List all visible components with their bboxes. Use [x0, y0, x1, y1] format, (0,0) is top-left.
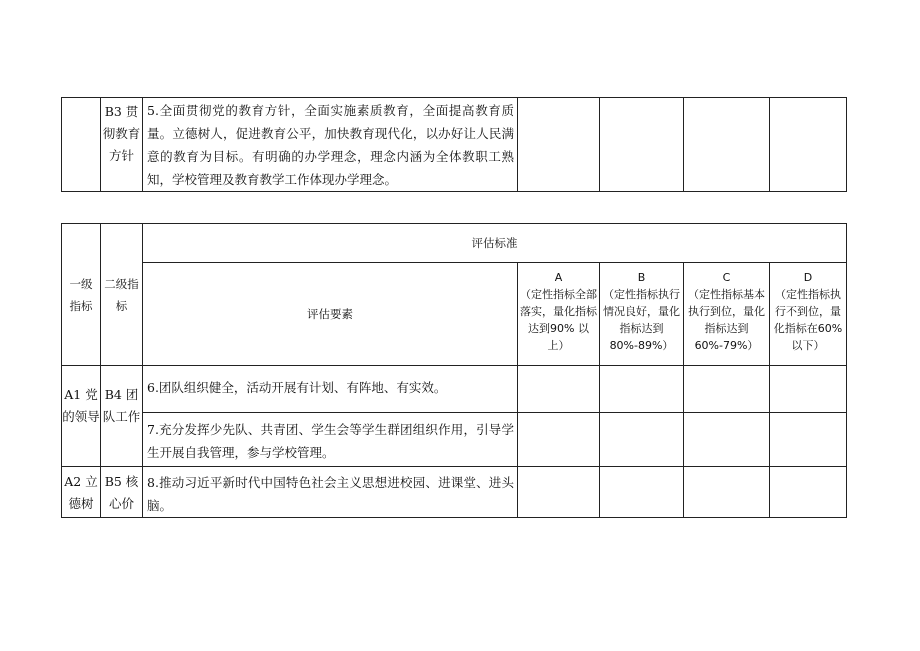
grade-a-cell[interactable]	[518, 467, 600, 518]
header-grade-d	[770, 263, 847, 366]
grade-c-desc: （定性指标基本执行到位，量化指标达到60%-79%）	[688, 288, 765, 352]
grade-d-cell[interactable]	[770, 413, 847, 467]
element-cell: 5.全面贯彻党的教育方针，全面实施素质教育，全面提高教育质量。立德树人，促进教育公平，加快教育现代化，以办好让人民满意的教育为目标。有明确的办学理念，理念内涵为全体教职工熟知，学校管理及教育教学工作体现办学理念。	[143, 98, 518, 192]
table-row	[62, 413, 847, 467]
header-grade-c	[684, 263, 770, 366]
grade-c-cell[interactable]	[684, 366, 770, 413]
grade-d-desc: （定性指标执行不到位，量化指标在60%以下）	[773, 288, 843, 352]
level2-cell: B4 团队工作	[101, 366, 143, 467]
element-cell: 6.团队组织健全，活动开展有计划、有阵地、有实效。	[143, 366, 518, 413]
grade-a-cell[interactable]	[518, 413, 600, 467]
element-cell: 7.充分发挥少先队、共青团、学生会等学生群团组织作用，引导学生开展自我管理，参与学校管理。	[143, 413, 518, 467]
grade-d-cell[interactable]	[770, 366, 847, 413]
grade-b-cell[interactable]	[600, 366, 684, 413]
grade-b-cell[interactable]	[600, 98, 684, 192]
grade-a-cell[interactable]	[518, 98, 600, 192]
level2-cell: B5 核心价	[101, 467, 143, 518]
grade-d-letter: D	[803, 271, 813, 284]
header-element-title: 评估要素	[143, 263, 518, 366]
level1-cell	[62, 98, 101, 192]
grade-a-letter: A	[554, 271, 563, 284]
table-row	[62, 467, 847, 518]
evaluation-table-top	[61, 97, 847, 192]
header-row-2	[62, 263, 847, 366]
grade-c-letter: C	[722, 271, 731, 284]
table-row	[62, 366, 847, 413]
grade-d-cell[interactable]	[770, 467, 847, 518]
grade-c-cell[interactable]	[684, 467, 770, 518]
level1-cell: A1 党的领导	[62, 366, 101, 467]
header-standard-title: 评估标准	[143, 224, 847, 263]
header-row-1	[62, 224, 847, 263]
grade-b-desc: （定性指标执行情况良好，量化指标达到80%-89%）	[603, 288, 680, 352]
header-grade-a	[518, 263, 600, 366]
grade-c-cell[interactable]	[684, 98, 770, 192]
level1-cell: A2 立德树	[62, 467, 101, 518]
grade-b-cell[interactable]	[600, 413, 684, 467]
element-cell: 8.推动习近平新时代中国特色社会主义思想进校园、进课堂、进头脑。	[143, 467, 518, 518]
level2-cell: B3 贯彻教育方针	[101, 98, 143, 192]
header-grade-b	[600, 263, 684, 366]
header-level2: 二级指标	[101, 224, 143, 366]
grade-b-cell[interactable]	[600, 467, 684, 518]
evaluation-table-bottom	[61, 223, 847, 518]
grade-a-desc: （定性指标全部落实，量化指标达到90% 以上）	[520, 288, 597, 352]
grade-b-letter: B	[637, 271, 646, 284]
grade-d-cell[interactable]	[770, 98, 847, 192]
grade-c-cell[interactable]	[684, 413, 770, 467]
grade-a-cell[interactable]	[518, 366, 600, 413]
table-row	[62, 98, 847, 192]
header-level1: 一级指标	[62, 224, 101, 366]
